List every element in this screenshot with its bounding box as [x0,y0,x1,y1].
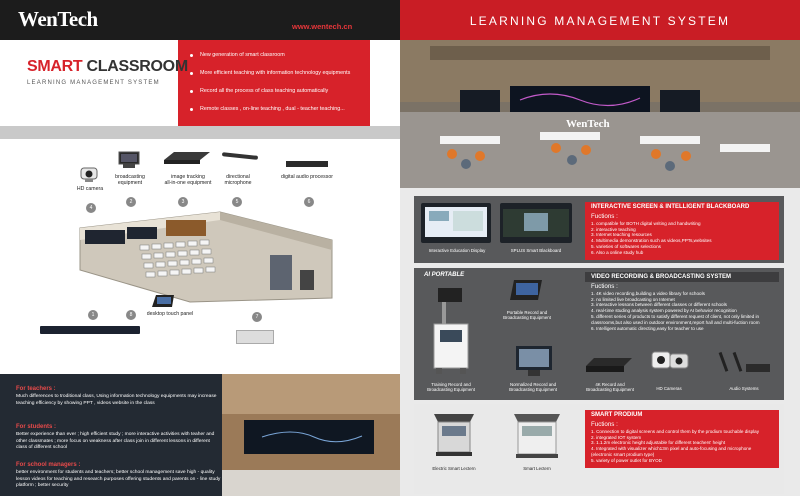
photo-logo: WenTech [566,118,610,130]
teachers-text: Much differences to troditional class, Using information technology equipments may increase teaching efficiency by showing PPT , videos website in the class [16,394,217,406]
audio-systems-caption: Audio Systems [729,386,759,391]
function-item: 4. Multimedia demonstration such as videos,PPTs,websites [591,238,712,244]
classroom-photo-small [222,374,400,496]
function-item: 4. Integrated with visualizer which13m pixel and auto-focusing and microphone [591,446,752,452]
teachers-heading: For teachers : [16,386,56,392]
training-caption: Training Record and Broadcasting Equipment [427,382,475,392]
brand-logo: WenTech [18,7,98,31]
touch-panel-label: desktop touch panel [146,311,194,317]
recording-section-heading: VIDEO RECORDING & BROADCASTING SYSTEM [585,272,779,282]
function-item: 4. real-time studing analysis system powered by AI behavior recognition [591,308,737,314]
marker-5: 5 [232,197,242,207]
interactive-section-heading: INTERACTIVE SCREEN & INTELLIGENT BLACKBOARD [585,202,779,212]
prodium-section-heading: SMART PRODIUM [585,410,779,420]
hero-bullet: New generation of smart classroom [190,52,368,70]
marker-3: 3 [178,197,188,207]
training-equipment-image [428,286,474,376]
image-tracking-label: image tracking all-in-one equipment [164,174,212,186]
hero-bullet: Record all the process of class teaching automatically [190,88,368,106]
function-item: 6. Intelligent automatic directing,easy for teacher to use [591,325,704,331]
marker-2: 2 [126,197,136,207]
display-panel-image [40,326,140,334]
electric-lectern-image [428,410,480,460]
managers-text: better environment for students and teachers; better school management save high - quality lesson videos for teaching and research purposes offering students and parents on - line study platform ; better security [16,470,221,489]
audio-processor-label: digital audio processor [281,174,333,180]
function-item: (electronic smart prodium type) [591,451,655,457]
broadcasting-label: broadcasting equipment [115,174,145,186]
marker-7: 7 [252,312,262,322]
marker-8: 8 [126,310,136,320]
marker-6: 6 [304,197,314,207]
function-item: 2. integrated IOT system [591,434,642,440]
hd-cameras-image [650,348,690,378]
function-item: 5. varieties of softwares selections [591,243,661,249]
audio-processor-icon [285,156,329,166]
function-item: 3. Internet teaching resources [591,232,652,238]
website-url[interactable]: www.wentech.cn [292,22,353,31]
portable-equipment-image [508,278,544,304]
hd-camera-label: HD camera [76,186,104,192]
hero-bullet: Remote classes , on-line teaching , dual - teacher teaching... [190,106,368,124]
smart-lectern-image [510,410,564,460]
portable-caption: Portable Record and Broadcasting Equipment [503,310,551,320]
grey-band [0,126,400,139]
interactive-display-image [421,203,491,243]
students-heading: For students : [16,424,56,430]
interactive-functions [585,212,779,260]
microphone-label: directional microphone [224,174,252,186]
hero-title-black: CLASSROOM [86,58,188,75]
managers-heading: For school managers : [16,462,81,468]
hero-title-red: SMART [27,58,83,75]
classroom-photo-large [400,40,800,188]
function-item: 2. interactive teaching [591,226,636,232]
function-item: 6. Also a online study hub [591,249,644,255]
marker-1: 1 [88,310,98,320]
hero-bullets-card [178,40,370,126]
function-item: 3. interactive lessons between different classes or different schools [591,302,727,308]
microphone-icon [220,150,260,164]
hero-subtitle: LEARNING MANAGEMENT SYSTEM [27,80,160,86]
function-item: 5. different series of products to satisfy different request of client, not only limited in [591,313,760,319]
hd-cameras-caption: HD Cameras [656,386,682,391]
functions-heading: Fuctions : [591,283,618,290]
marker-4: 4 [86,203,96,213]
smart-blackboard-image [500,203,572,243]
normalized-caption: Normalized Record and Broadcasting Equipment [509,382,557,392]
prodium-functions [585,420,779,468]
broadcasting-equipment-icon [117,150,141,170]
functions-heading: Fuctions : [591,421,618,428]
classroom-illustration [70,200,340,305]
smart-blackboard-caption: SPLUS Smart Blackboard [510,248,562,253]
right-page-title: LEARNING MANAGEMENT SYSTEM [469,14,731,28]
electric-lectern-caption: Electric Smart Lectern [432,466,476,471]
4k-caption: 4K Record and Broadcasting Equipment [586,382,634,392]
ai-portable-badge: AI PORTABLE [424,272,465,278]
hero-title [27,58,188,76]
function-item: 5. variety of power outlet for BYOD [591,457,662,463]
hd-camera-icon [78,166,100,184]
function-item: 1. 4K video recording,building a video library for schools [591,290,705,296]
image-tracking-icon [162,148,212,168]
hero-bullet: More efficient teaching with information technology equipments [190,70,368,88]
interactive-display-caption: Interactive Education Display [428,248,486,253]
function-item: classrooms,but also used in outdoor environment,report hall and multi-fuction room [591,319,760,325]
audio-systems-image [716,348,772,378]
function-item: 1. Connection to digital screens and control them by the prodium touchable display [591,428,760,434]
smart-lectern-caption: Smart Lectern [523,466,551,471]
functions-heading: Fuctions : [591,213,618,220]
touch-panel-icon [150,293,176,309]
4k-equipment-image [584,354,634,376]
access-panel-image [236,330,274,344]
function-item: 3. 1.1.2m electronic height adjustable for different teachers' height [591,440,726,446]
normalized-equipment-image [514,344,554,378]
function-item: 2. no limited live broadcasting on Internet [591,296,675,302]
recording-functions [585,282,783,340]
function-item: 1. compatible for BOTH digital writing and handwriting [591,220,701,226]
students-text: Better experience than ever ; high efficient study ; more interactive activities with teaher and other classmates ; more focus on weakness after class join in different lessons in different class of different school [16,432,215,451]
